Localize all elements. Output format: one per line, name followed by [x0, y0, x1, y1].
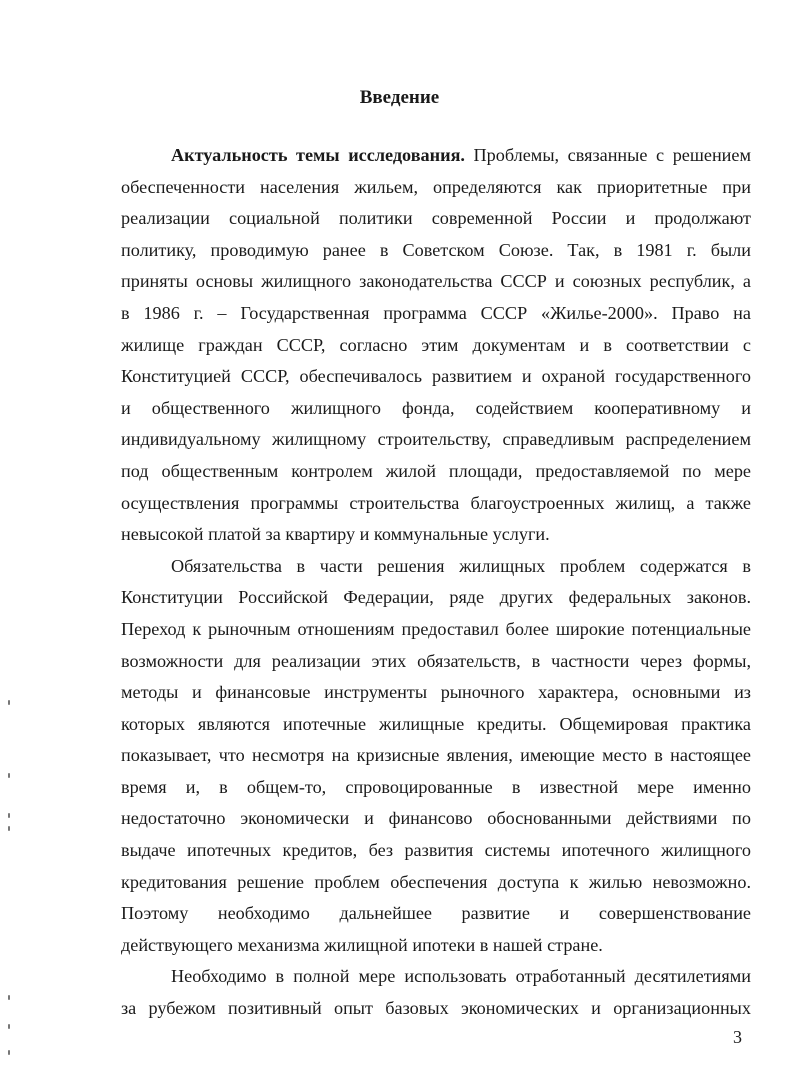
- scan-speck: [8, 773, 10, 778]
- paragraph-line: Конституции Российской Федерации, ряде других федеральных законов.: [121, 587, 751, 608]
- paragraph-line: за рубежом позитивный опыт базовых экономических и организационных: [121, 998, 751, 1019]
- paragraph-line: Необходимо в полной мере использовать отработанный десятилетиями: [171, 966, 751, 987]
- paragraph-line: обеспеченности населения жильем, определяются как приоритетные при: [121, 176, 751, 197]
- paragraph-line: которых являются ипотечные жилищные кредиты. Общемировая практика: [121, 713, 751, 734]
- paragraph-line: реализации социальной политики современной России и продолжают: [121, 208, 751, 229]
- paragraph-line: приняты основы жилищного законодательства СССР и союзных республик, а: [121, 271, 751, 292]
- paragraph-line: в 1986 г. – Государственная программа СССР «Жилье-2000». Право на: [121, 302, 751, 323]
- paragraph-line: время и, в общем-то, спровоцированные в известной мере именно: [121, 776, 751, 797]
- paragraph-line: индивидуальному жилищному строительству, справедливым распределением: [121, 429, 751, 450]
- paragraph-line: Поэтому необходимо дальнейшее развитие и совершенствование: [121, 903, 751, 924]
- scan-speck: [8, 1050, 10, 1055]
- paragraph-line: Переход к рыночным отношениям предоставил более широкие потенциальные: [121, 618, 751, 639]
- scan-speck: [8, 995, 10, 1000]
- paragraph-line: Обязательства в части решения жилищных проблем содержатся в: [171, 555, 751, 576]
- paragraph-line: выдаче ипотечных кредитов, без развития системы ипотечного жилищного: [121, 840, 751, 861]
- paragraph-line: Конституцией СССР, обеспечивалось развитием и охраной государственного: [121, 366, 751, 387]
- paragraph-line: осуществления программы строительства благоустроенных жилищ, а также: [121, 492, 751, 513]
- scan-speck: [8, 700, 10, 705]
- paragraph-line: методы и финансовые инструменты рыночного характера, основными из: [121, 682, 751, 703]
- paragraph-line: [121, 140, 751, 172]
- scan-speck: [8, 1024, 10, 1029]
- page-number: 3: [733, 1027, 742, 1047]
- paragraph-line: под общественным контролем жилой площади, предоставляемой по мере: [121, 460, 751, 481]
- paragraph-line: невысокой платой за квартиру и коммунальные услуги.: [121, 524, 550, 545]
- body-text: [121, 140, 751, 1025]
- paragraph-line: возможности для реализации этих обязательств, в частности через формы,: [121, 650, 751, 671]
- paragraph-line: показывает, что несмотря на кризисные явления, имеющие место в настоящее: [121, 745, 751, 766]
- scan-speck: [8, 826, 10, 831]
- paragraph-line: жилище граждан СССР, согласно этим документам и в соответствии с: [121, 334, 751, 355]
- lead-in-heading: Актуальность темы исследования.: [171, 145, 465, 165]
- paragraph-line: действующего механизма жилищной ипотеки в нашей стране.: [121, 934, 603, 955]
- paragraph-line: кредитования решение проблем обеспечения доступа к жилью невозможно.: [121, 871, 751, 892]
- paragraph-line: политику, проводимую ранее в Советском Союзе. Так, в 1981 г. были: [121, 239, 751, 260]
- paragraph-line: и общественного жилищного фонда, содействием кооперативному и: [121, 397, 751, 418]
- paragraph-text: Проблемы, связанные с решением: [464, 145, 751, 165]
- page-title: Введение: [359, 87, 440, 108]
- paragraph-line: недостаточно экономически и финансово обоснованными действиями по: [121, 808, 751, 829]
- scan-speck: [8, 813, 10, 818]
